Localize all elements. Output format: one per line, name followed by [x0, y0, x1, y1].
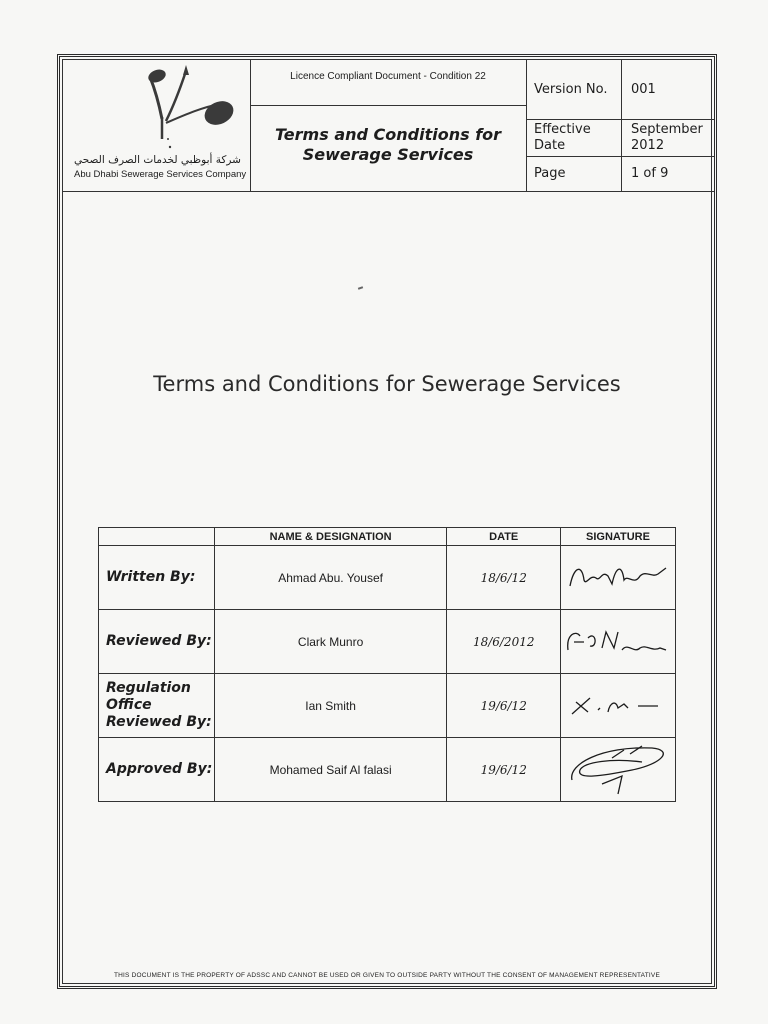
role-line1: Regulation	[106, 680, 191, 696]
page-inner-border	[62, 59, 712, 984]
role-regulation-office	[99, 674, 215, 738]
header-date: DATE	[447, 528, 561, 546]
signature-cell	[560, 738, 675, 802]
signoff-header-row	[99, 528, 676, 546]
header-doc-title	[250, 125, 526, 165]
header-divider	[250, 105, 526, 106]
header-cell-empty	[99, 528, 215, 546]
header-name-designation: NAME & DESIGNATION	[214, 528, 447, 546]
effective-value-line1: September	[631, 122, 703, 137]
header-divider	[621, 59, 622, 191]
document-footer: THIS DOCUMENT IS THE PROPERTY OF ADSSC AND CANNOT BE USED OR GIVEN TO OUTSIDE PARTY WITHOUT THE CONSENT OF MANAGEMENT REPRESENTATIVE	[113, 972, 660, 979]
table-row	[99, 610, 676, 674]
signature-image	[562, 556, 674, 596]
company-logo	[62, 59, 250, 192]
handwritten-date: 18/6/12	[447, 546, 561, 610]
header-signature: SIGNATURE	[560, 528, 675, 546]
table-row	[99, 546, 676, 610]
page-label: Page	[534, 166, 566, 181]
company-name-arabic: شركة أبوظبي لخدمات الصرف الصحي	[74, 154, 241, 166]
signature-image	[562, 684, 674, 724]
effective-value-line2: 2012	[631, 138, 665, 153]
signature-image	[562, 620, 674, 660]
handwritten-date: 18/6/2012	[447, 610, 561, 674]
effective-date-label	[534, 122, 591, 154]
role-written-by: Written By:	[99, 546, 215, 610]
role-line3: Reviewed By:	[106, 714, 212, 730]
signature-cell	[560, 610, 675, 674]
role-reviewed-by: Reviewed By:	[99, 610, 215, 674]
document-title: Terms and Conditions for Sewerage Services	[153, 372, 621, 396]
signature-image	[562, 740, 674, 796]
signer-name: Ian Smith	[214, 674, 447, 738]
adssc-logo-icon	[62, 59, 250, 154]
signer-name: Mohamed Saif Al falasi	[214, 738, 447, 802]
table-row	[99, 674, 676, 738]
header-doc-title-line2: Sewerage Services	[302, 145, 474, 164]
signature-cell	[560, 674, 675, 738]
signer-name: Clark Munro	[214, 610, 447, 674]
signoff-table	[98, 527, 676, 802]
header-doc-title-line1: Terms and Conditions for	[274, 125, 502, 144]
page-value: 1 of 9	[631, 166, 669, 181]
company-name-english: Abu Dhabi Sewerage Services Company	[74, 169, 247, 180]
table-row	[99, 738, 676, 802]
role-approved-by: Approved By:	[99, 738, 215, 802]
document-header	[62, 59, 714, 192]
version-value: 001	[631, 82, 656, 97]
version-label: Version No.	[534, 82, 608, 97]
effective-date-value	[631, 122, 703, 154]
header-divider	[526, 59, 527, 191]
licence-note: Licence Compliant Document - Condition 22	[290, 71, 486, 82]
handwritten-date: 19/6/12	[447, 674, 561, 738]
header-divider	[526, 119, 714, 120]
effective-label-line1: Effective	[534, 122, 591, 137]
effective-label-line2: Date	[534, 138, 566, 153]
signature-cell	[560, 546, 675, 610]
header-divider	[526, 156, 714, 157]
role-line2: Office	[106, 697, 152, 713]
handwritten-date: 19/6/12	[447, 738, 561, 802]
signer-name: Ahmad Abu. Yousef	[214, 546, 447, 610]
